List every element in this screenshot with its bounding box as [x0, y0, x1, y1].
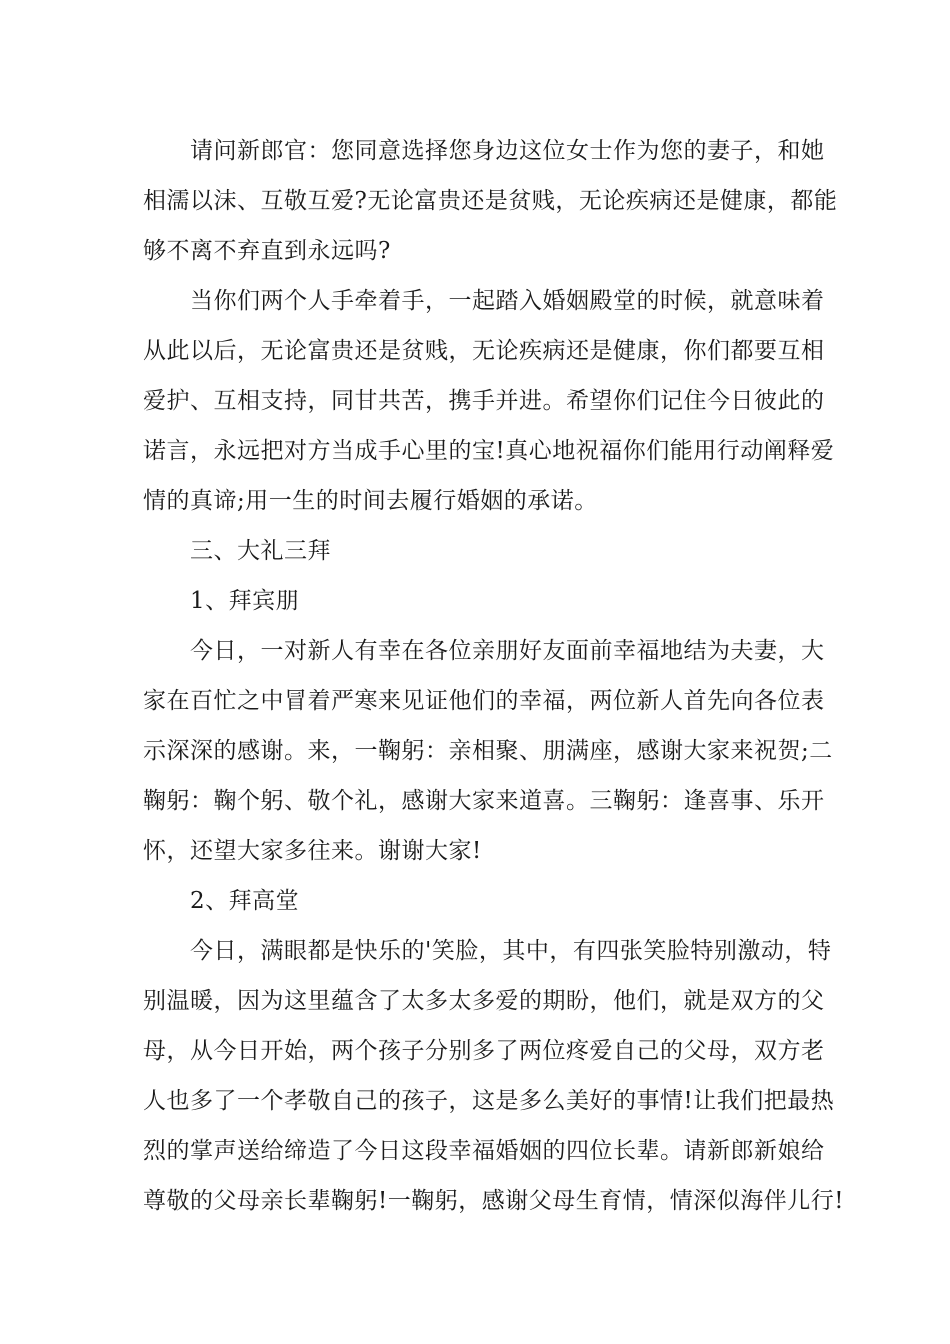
text-line: 示深深的感谢。来，一鞠躬：亲相聚、朋满座，感谢大家来祝贺;二 — [143, 738, 833, 764]
text-line: 够不离不弃直到永远吗? — [143, 238, 391, 264]
text-line: 人也多了一个孝敬自己的孩子，这是多么美好的事情!让我们把最热 — [143, 1088, 835, 1114]
section-heading-three-bows — [143, 526, 827, 576]
paragraph-bow-guests — [143, 626, 833, 876]
text-line: 鞠躬：鞠个躬、敬个礼，感谢大家来道喜。三鞠躬：逢喜事、乐开 — [143, 788, 825, 814]
section-heading: 三、大礼三拜 — [190, 538, 331, 564]
body-text — [143, 126, 844, 1226]
text-line: 母，从今日开始，两个孩子分别多了两位疼爱自己的父母，双方老 — [143, 1038, 825, 1064]
text-line: 请问新郎官：您同意选择您身边这位女士作为您的妻子，和她 — [190, 138, 825, 164]
text-line: 爱护、互相支持，同甘共苦，携手并进。希望你们记住今日彼此的 — [143, 388, 825, 414]
text-line: 当你们两个人手牵着手，一起踏入婚姻殿堂的时候，就意味着 — [190, 288, 825, 314]
paragraph-groom-vow — [143, 126, 838, 276]
text-line: 今日，一对新人有幸在各位亲朋好友面前幸福地结为夫妻，大 — [190, 638, 825, 664]
subheading-bow-guests — [143, 576, 827, 626]
subheading: 1、拜宾朋 — [190, 588, 300, 614]
subheading-bow-parents — [143, 876, 827, 926]
text-line: 情的真谛;用一生的时间去履行婚姻的承诺。 — [143, 488, 598, 514]
paragraph-bow-parents — [143, 926, 844, 1226]
paragraph-blessing — [143, 276, 835, 526]
text-line: 别温暖，因为这里蕴含了太多太多爱的期盼，他们，就是双方的父 — [143, 988, 825, 1014]
text-line: 家在百忙之中冒着严寒来见证他们的幸福，两位新人首先向各位表 — [143, 688, 825, 714]
text-line: 从此以后，无论富贵还是贫贱，无论疾病还是健康，你们都要互相 — [143, 338, 825, 364]
text-line: 相濡以沫、互敬互爱?无论富贵还是贫贱，无论疾病还是健康，都能 — [143, 188, 838, 214]
text-line: 烈的掌声送给缔造了今日这段幸福婚姻的四位长辈。请新郎新娘给 — [143, 1138, 825, 1164]
text-line: 诺言，永远把对方当成手心里的宝!真心地祝福你们能用行动阐释爱 — [143, 438, 835, 464]
text-line: 今日，满眼都是快乐的'笑脸，其中，有四张笑脸特别激动，特 — [190, 938, 832, 964]
text-line: 怀，还望大家多往来。谢谢大家! — [143, 838, 482, 864]
subheading: 2、拜高堂 — [190, 888, 300, 914]
text-line: 尊敬的父母亲长辈鞠躬!一鞠躬，感谢父母生育情，情深似海伴儿行! — [143, 1188, 844, 1214]
